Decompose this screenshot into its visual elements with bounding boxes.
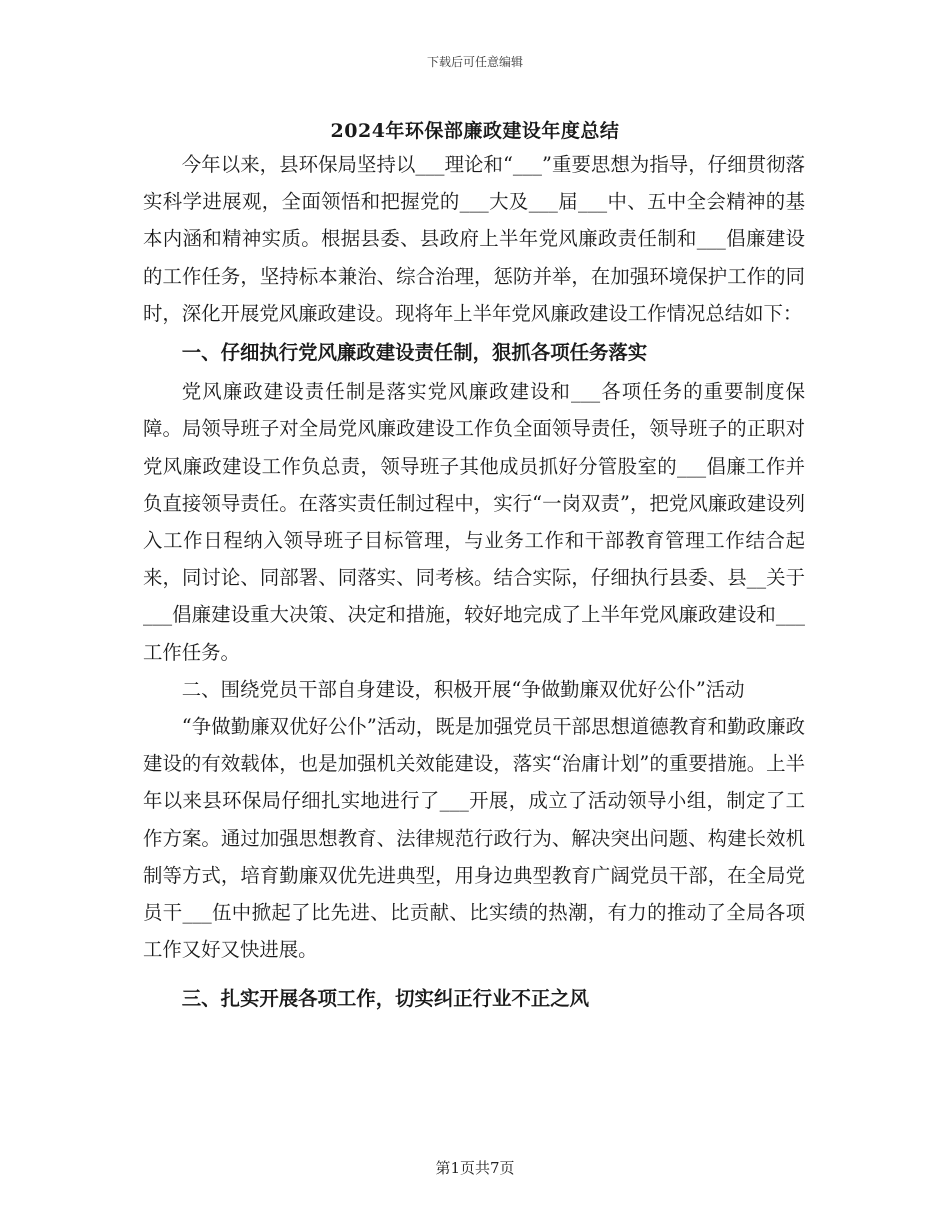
section-heading-3: 三、扎实开展各项工作，切实纠正行业不正之风	[181, 987, 589, 1011]
section-2-paragraph: “争做勤廉双优好公仆”活动，既是加强党员干部思想道德教育和勤政廉政建设的有效载体，也是加强机关效能建设，落实“治庸计划”的重要措施。上半年以来县环保局仔细扎实地进行了___开展，成立了活动领导小组，制定了工作方案。通过加强思想教育、法律规范行政行为、解决突出问题、构建长效机制等方式，培育勤廉双优先进典型，用身边典型教育广阔党员干部，在全局党员干___伍中掀起了比先进、比贡献、比实绩的热潮，有力的推动了全局各项工作又好又快进展。	[143, 715, 805, 962]
page-number: 第1页共7页	[435, 1159, 515, 1177]
document-title: 2024年环保部廉政建设年度总结	[330, 120, 620, 142]
page-header-note: 下载后可任意编辑	[426, 55, 523, 69]
section-1-paragraph: 党风廉政建设责任制是落实党风廉政建设和___各项任务的重要制度保障。局领导班子对全局党风廉政建设工作负全面领导责任，领导班子的正职对党风廉政建设工作负总责，领导班子其他成员抓好分管股室的___倡廉工作并负直接领导责任。在落实责任制过程中，实行“一岗双责”，把党风廉政建设列入工作日程纳入领导班子目标管理，与业务工作和干部教育管理工作结合起来，同讨论、同部署、同落实、同考核。结合实际，仔细执行县委、县__关于___倡廉建设重大决策、决定和措施，较好地完成了上半年党风廉政建设和___工作任务。	[143, 380, 805, 664]
intro-paragraph: 今年以来，县环保局坚持以___理论和“___”重要思想为指导，仔细贯彻落实科学进展观，全面领悟和把握党的___大及___届___中、五中全会精神的基本内涵和精神实质。根据县委、县政府上半年党风廉政责任制和___倡廉建设的工作任务，坚持标本兼治、综合治理，惩防并举，在加强环境保护工作的同时，深化开展党风廉政建设。现将年上半年党风廉政建设工作情况总结如下：	[143, 153, 805, 325]
section-heading-1: 一、仔细执行党风廉政建设责任制，狠抓各项任务落实	[181, 341, 648, 365]
section-heading-2: 二、围绕党员干部自身建设，积极开展“争做勤廉双优好公仆”活动	[181, 677, 745, 701]
document-body	[143, 146, 805, 1020]
